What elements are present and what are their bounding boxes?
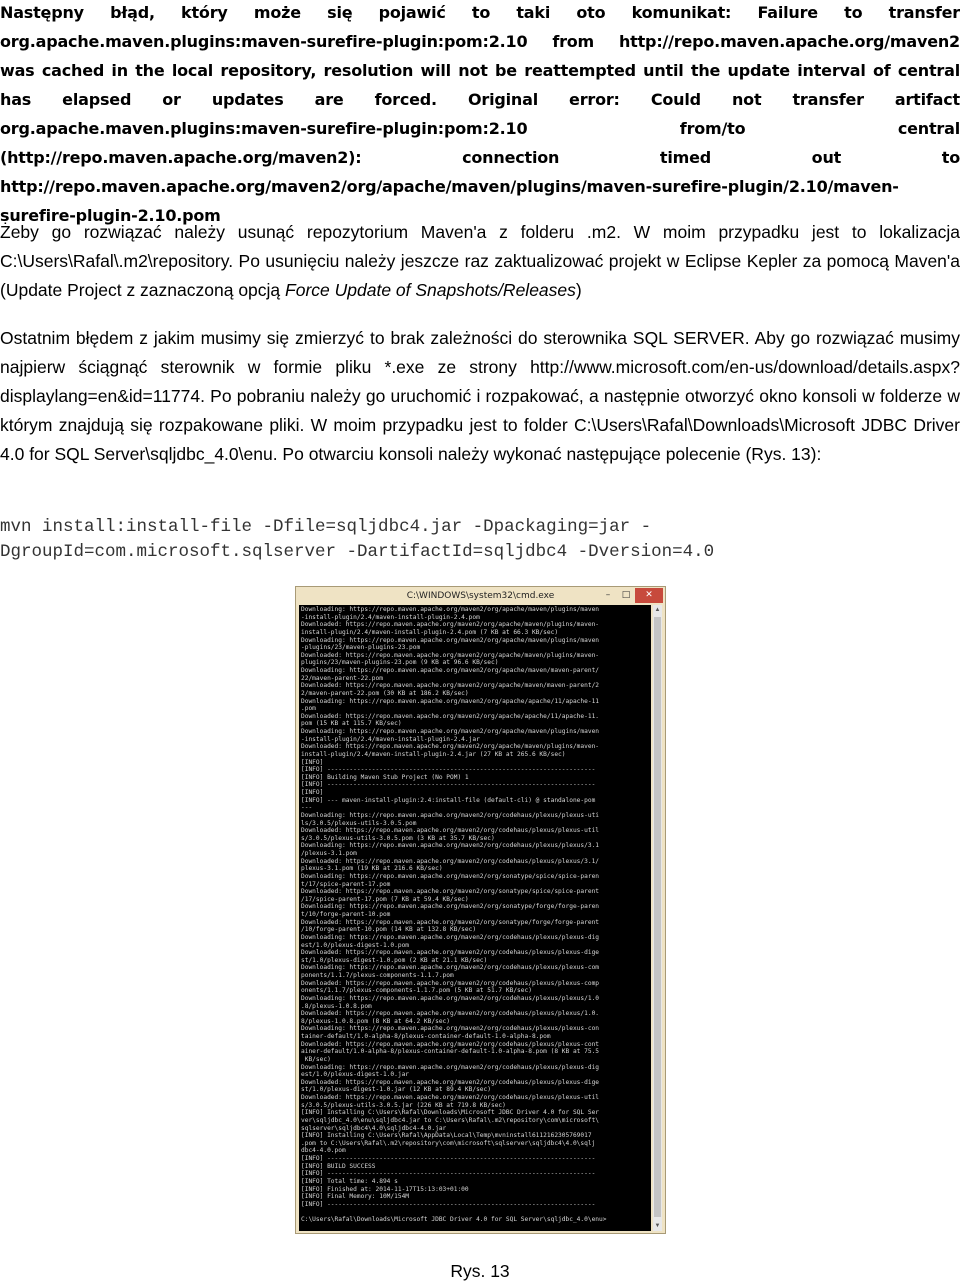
scrollbar-thumb[interactable] (654, 617, 661, 1217)
solution-paragraph (0, 218, 960, 305)
solution-text-end: ) (575, 280, 582, 300)
console-text: Downloading: https://repo.maven.apache.org/maven2/org/apache/maven/plugins/maven -install-plugin/2.4/maven-install-plugin-2.4.pom Downloaded: https://repo.maven.apache.org/maven2/org/apache/maven/plugins/maven- install-plugin/2.4/maven-install-plugin-2.4.pom (7 KB at 66.3 KB/sec) Downloading: https://repo.maven.apache.org/maven2/org/apache/maven/plugins/maven -plugins/23/maven-plugins-23.pom Downloaded: https://repo.maven.apache.org/maven2/org/apache/maven/plugins/maven- plugins/23/maven-plugins-23.pom (9 KB at 96.6 KB/sec) Downloading: https://repo.maven.apache.org/maven2/org/apache/maven/maven-parent/ 22/maven-parent-22.pom Downloaded: https://repo.maven.apache.org/maven2/org/apache/maven/maven-parent/2 2/maven-parent-22.pom (30 KB at 186.2 KB/sec) Downloading: https://repo.maven.apache.org/maven2/org/apache/apache/11/apache-11 .pom Downloaded: https://repo.maven.apache.org/maven2/org/apache/apache/11/apache-11. pom (15 KB at 115.7 KB/sec) Downloading: https://repo.maven.apache.org/maven2/org/apache/maven/plugins/maven -install-plugin/2.4/maven-install-plugin-2.4.jar Downloaded: https://repo.maven.apache.org/maven2/org/apache/maven/plugins/maven- install-plugin/2.4/maven-install-plugin-2.4.jar (27 KB at 265.6 KB/sec) [INFO] [INFO] ------------------------------------------------------------------------ [INFO] Building Maven Stub Project (No POM) 1 [INFO] ------------------------------------------------------------------------ [INFO] [INFO] --- maven-install-plugin:2.4:install-file (default-cli) @ standalone-pom --- Downloading: https://repo.maven.apache.org/maven2/org/codehaus/plexus/plexus-uti ls/3.0.5/plexus-utils-3.0.5.pom Downloaded: https://repo.maven.apache.org/maven2/org/codehaus/plexus/plexus-util s/3.0.5/plexus-utils-3.0.5.pom (3 KB at 35.7 KB/sec) Downloading: https://repo.maven.apache.org/maven2/org/codehaus/plexus/plexus/3.1 /plexus-3.1.pom Downloaded: https://repo.maven.apache.org/maven2/org/codehaus/plexus/plexus/3.1/ plexus-3.1.pom (19 KB at 216.6 KB/sec) Downloading: https://repo.maven.apache.org/maven2/org/sonatype/spice/spice-paren t/17/spice-parent-17.pom Downloaded: https://repo.maven.apache.org/maven2/org/sonatype/spice/spice-parent /17/spice-parent-17.pom (7 KB at 59.4 KB/sec) Downloading: https://repo.maven.apache.org/maven2/org/sonatype/forge/forge-paren t/10/forge-parent-10.pom Downloaded: https://repo.maven.apache.org/maven2/org/sonatype/forge/forge-parent /10/forge-parent-10.pom (14 KB at 132.8 KB/sec) Downloading: https://repo.maven.apache.org/maven2/org/codehaus/plexus/plexus-dig est/1.0/plexus-digest-1.0.pom Downloaded: https://repo.maven.apache.org/maven2/org/codehaus/plexus/plexus-dige st/1.0/plexus-digest-1.0.pom (2 KB at 21.1 KB/sec) Downloading: https://repo.maven.apache.org/maven2/org/codehaus/plexus/plexus-com ponents/1.1.7/plexus-components-1.1.7.pom Downloaded: https://repo.maven.apache.org/maven2/org/codehaus/plexus/plexus-comp onents/1.1.7/plexus-components-1.1.7.pom (5 KB at 51.7 KB/sec) Downloading: https://repo.maven.apache.org/maven2/org/codehaus/plexus/plexus/1.0 .8/plexus-1.0.8.pom Downloaded: https://repo.maven.apache.org/maven2/org/codehaus/plexus/plexus/1.0. 8/plexus-1.0.8.pom (8 KB at 64.2 KB/sec) Downloading: https://repo.maven.apache.org/maven2/org/codehaus/plexus/plexus-con tainer-default/1.0-alpha-8/plexus-container-default-1.0-alpha-8.pom Downloaded: https://repo.maven.apache.org/maven2/org/codehaus/plexus/plexus-cont ainer-default/1.0-alpha-8/plexus-container-default-1.0-alpha-8.pom (8 KB at 75.5 KB/sec) Downloading: https://repo.maven.apache.org/maven2/org/codehaus/plexus/plexus-dig est/1.0/plexus-digest-1.0.jar Downloaded: https://repo.maven.apache.org/maven2/org/codehaus/plexus/plexus-dige st/1.0/plexus-digest-1.0.jar (12 KB at 89.4 KB/sec) Downloaded: https://repo.maven.apache.org/maven2/org/codehaus/plexus/plexus-util s/3.0.5/plexus-utils-3.0.5.jar (226 KB at 719.8 KB/sec) [INFO] Installing C:\Users\Rafal\Downloads\Microsoft JDBC Driver 4.0 for SQL Ser ver\sqljdbc_4.0\enu\sqljdbc4.jar to C:\Users\Rafal\.m2\repository\com\microsoft\ sqlserver\sqljdbc4\4.0\sqljdbc4-4.0.jar [INFO] Installing C:\Users\Rafal\AppData\Local\Temp\mvninstall6112162305769017 .pom to C:\Users\Rafal\.m2\repository\com\microsoft\sqlserver\sqljdbc4\4.0\sqlj dbc4-4.0.pom [INFO] ------------------------------------------------------------------------ [INFO] BUILD SUCCESS [INFO] ------------------------------------------------------------------------ [INFO] Total time: 4.894 s [INFO] Finished at: 2014-11-17T15:13:03+01:00 [INFO] Final Memory: 10M/154M [INFO] ------------------------------------------------------------------------ C:\Users\Rafal\Downloads\Microsoft JDBC Driver 4.0 for SQL Server\sqljdbc_4.0\enu> (301, 606, 607, 1223)
minimize-icon[interactable]: – (605, 590, 611, 600)
code-line: DgroupId=com.microsoft.sqlserver -DartifactId=sqljdbc4 -Dversion=4.0 (0, 542, 715, 562)
console-output (299, 605, 651, 1231)
code-line: mvn install:install-file -Dfile=sqljdbc4.jar -Dpackaging=jar - (0, 517, 652, 537)
error-description-paragraph: Następny błąd, który może się pojawić to taki oto komunikat: Failure to transfer org.apache.maven.plugins:maven-surefire-plugin:pom:2.10 from http://repo.maven.apache.org/maven2 was cached in the local repository, resolution will not be reattempted until the update interval of central has elapsed or updates are forced. Original error: Could not transfer artifact org.apache.maven.plugins:maven-surefire-plugin:pom:2.10 from/to central (http://repo.maven.apache.org/maven2): connection timed out to http://repo.maven.apache.org/maven2/org/apache/maven/plugins/maven-surefire-plugin/2.10/maven-surefire-plugin-2.10.pom (0, 3, 960, 225)
cmd-window-title: C:\WINDOWS\system32\cmd.exe (406, 591, 555, 601)
figure-caption: Rys. 13 (450, 1261, 510, 1281)
scroll-down-icon[interactable]: ▼ (654, 1223, 661, 1229)
cmd-titlebar (296, 587, 665, 605)
mvn-command-block (0, 515, 960, 565)
scroll-up-icon[interactable]: ▲ (654, 607, 661, 613)
close-icon[interactable]: ✕ (635, 588, 663, 603)
solution-text: Żeby go rozwiązać należy usunąć repozytorium Maven'a z folderu .m2. W moim przypadku jest to lokalizacja C:\Users\Rafal\.m2\repository. Po usunięciu należy jeszcze raz zaktualizować projekt w Eclipse Kepler za pomocą Maven'a (Update Project z zaznaczoną opcją (0, 222, 960, 300)
maximize-icon[interactable]: □ (621, 590, 631, 600)
window-controls (599, 588, 663, 603)
cmd-window-screenshot (295, 586, 666, 1234)
sql-driver-paragraph: Ostatnim błędem z jakim musimy się zmierzyć to brak zależności do sterownika SQL SERVER. Aby go rozwiązać musimy najpierw ściągnąć sterownik w formie pliku *.exe ze strony http://www.microsoft.com/en-us/download/details.aspx?displaylang=en&id=11774. Po pobraniu należy go uruchomić i rozpakować, a następnie otworzyć okno konsoli w folderze w którym znajdują się rozpakowane pliki. W moim przypadku jest to folder C:\Users\Rafal\Downloads\Microsoft JDBC Driver 4.0 for SQL Server\sqljdbc_4.0\enu. Po otwarciu konsoli należy wykonać następujące polecenie (Rys. 13): (0, 328, 960, 464)
vertical-scrollbar[interactable] (653, 605, 662, 1231)
force-update-option-label: Force Update of Snapshots/Releases (285, 280, 576, 300)
